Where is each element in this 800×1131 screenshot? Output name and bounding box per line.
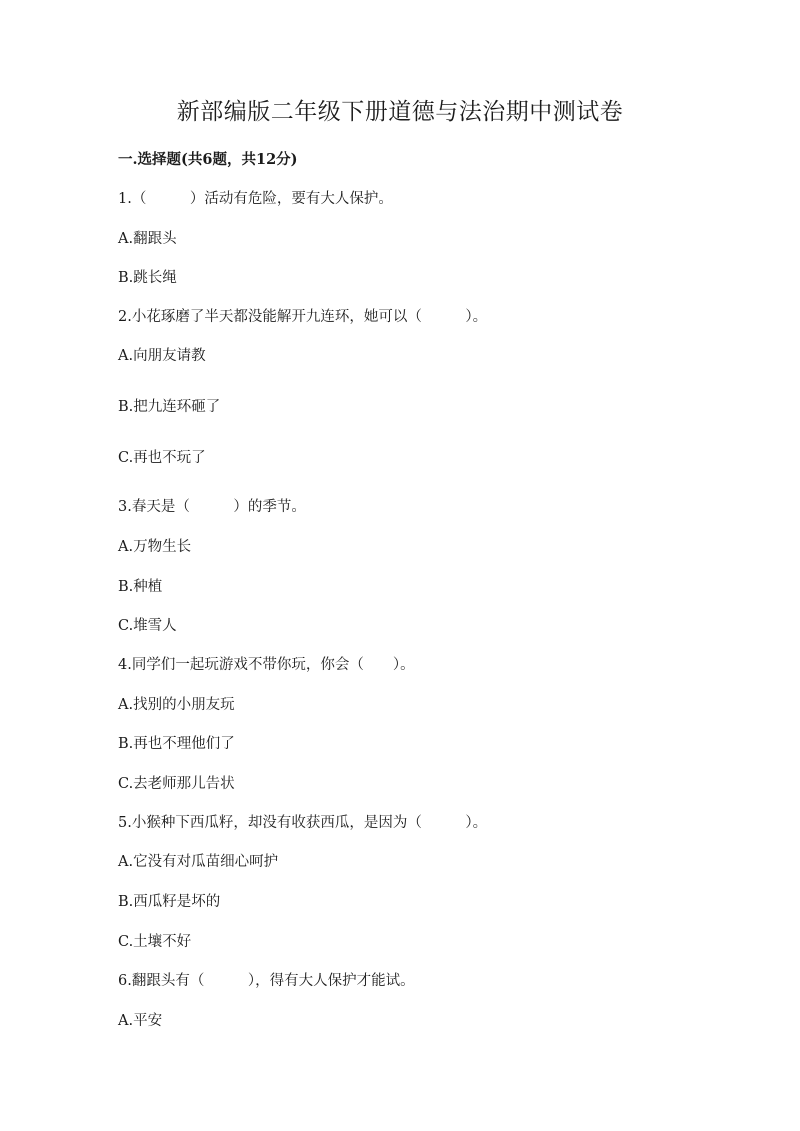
question-4-option-c: C.去老师那儿告状 — [118, 776, 235, 792]
question-3-option-a: A.万物生长 — [118, 539, 192, 555]
question-4-option-b: B.再也不理他们了 — [118, 736, 235, 752]
question-2-option-c: C.再也不玩了 — [118, 450, 206, 466]
question-5-option-b: B.西瓜籽是坏的 — [118, 894, 221, 910]
question-6-stem: 6.翻跟头有（ ），得有大人保护才能试。 — [118, 973, 415, 989]
question-4-option-a: A.找别的小朋友玩 — [118, 697, 235, 713]
question-1-option-b: B.跳长绳 — [118, 270, 177, 286]
question-6-option-a: A.平安 — [118, 1013, 163, 1029]
question-5-stem: 5.小猴种下西瓜籽，却没有收获西瓜，是因为（ ）。 — [118, 815, 488, 831]
question-3-option-c: C.堆雪人 — [118, 618, 177, 634]
question-3-option-b: B.种植 — [118, 579, 163, 595]
question-1-stem: 1.（ ）活动有危险，要有大人保护。 — [118, 191, 393, 207]
question-5-option-a: A.它没有对瓜苗细心呵护 — [118, 854, 279, 870]
question-4-stem: 4.同学们一起玩游戏不带你玩，你会（ ）。 — [118, 657, 415, 673]
question-5-option-c: C.土壤不好 — [118, 934, 192, 950]
question-2-option-a: A.向朋友请教 — [118, 348, 206, 364]
question-1-option-a: A.翻跟头 — [118, 231, 177, 247]
question-2-stem: 2.小花琢磨了半天都没能解开九连环，她可以（ ）。 — [118, 309, 488, 325]
question-3-stem: 3.春天是（ ）的季节。 — [118, 499, 306, 515]
page-title: 新部编版二年级下册道德与法治期中测试卷 — [176, 99, 624, 125]
question-2-option-b: B.把九连环砸了 — [118, 399, 221, 415]
section-heading: 一.选择题(共6题，共12分) — [118, 151, 298, 168]
